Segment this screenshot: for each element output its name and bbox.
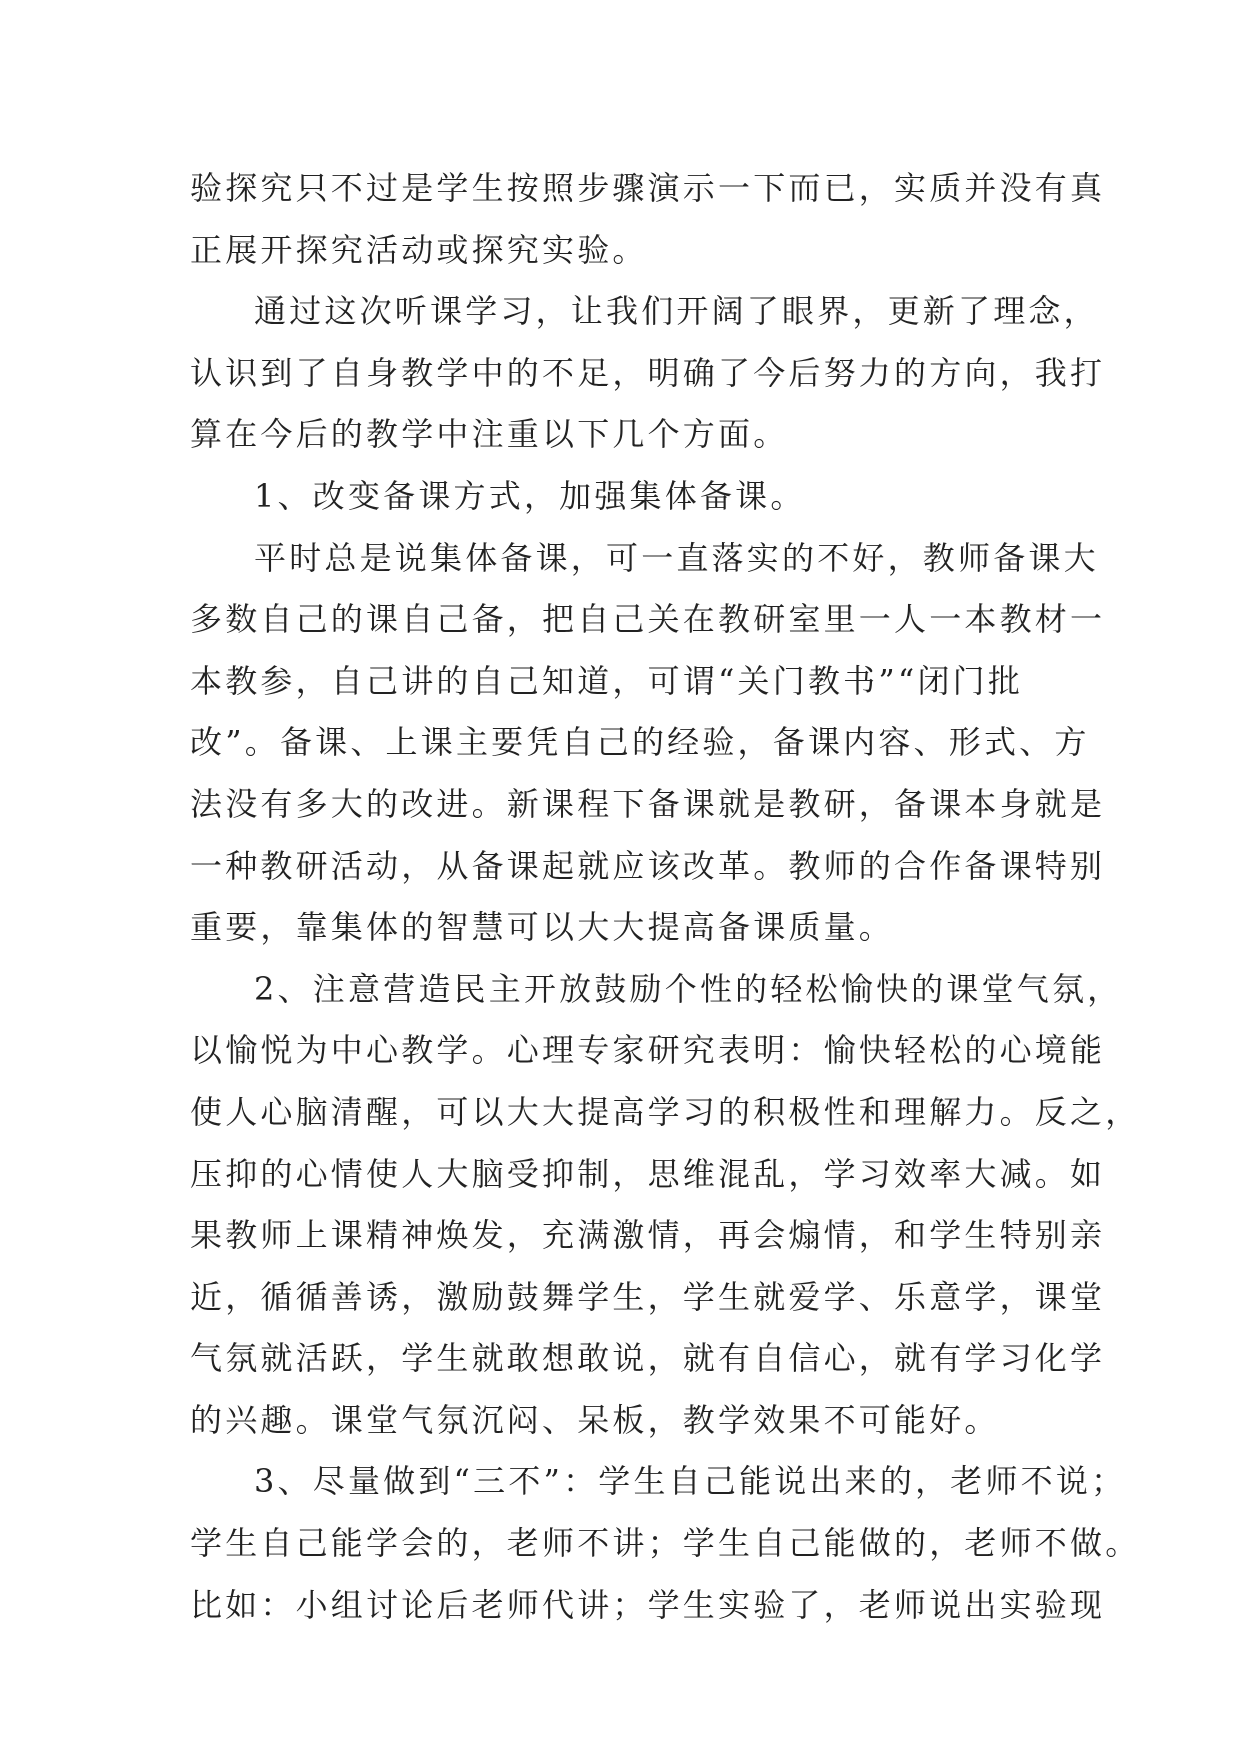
text-line: 气氛就活跃，学生就敢想敢说，就有自信心，就有学习化学 <box>190 1339 1106 1378</box>
text-line: 算在今后的教学中注重以下几个方面。 <box>190 415 789 454</box>
text-line: 的兴趣。课堂气氛沉闷、呆板，教学效果不可能好。 <box>190 1400 1000 1439</box>
text-line: 法没有多大的改进。新课程下备课就是教研，备课本身就是 <box>190 784 1106 823</box>
paragraph-6 <box>190 1451 1141 1636</box>
text-line: 重要，靠集体的智慧可以大大提高备课质量。 <box>190 908 895 947</box>
text-line: 正展开探究活动或探究实验。 <box>190 230 648 269</box>
text-line: 本教参，自己讲的自己知道，可谓“关门教书”“闭门批 <box>190 661 1024 700</box>
text-line: 学生自己能学会的，老师不讲；学生自己能做的，老师不做。 <box>190 1524 1141 1563</box>
paragraph-3-heading <box>190 466 1070 528</box>
text-line: 以愉悦为中心教学。心理专家研究表明：愉快轻松的心境能 <box>190 1031 1106 1070</box>
text-line: 使人心脑清醒，可以大大提高学习的积极性和理解力。反之， <box>190 1092 1141 1131</box>
text-line: 压抑的心情使人大脑受抑制，思维混乱，学习效率大减。如 <box>190 1154 1106 1193</box>
paragraph-4 <box>190 528 1106 959</box>
text-line: 近，循循善诱，激励鼓舞学生，学生就爱学、乐意学，课堂 <box>190 1277 1106 1316</box>
text-line: 果教师上课精神焕发，充满激情，再会煽情，和学生特别亲 <box>190 1216 1106 1255</box>
text-line: 1、改变备课方式，加强集体备课。 <box>254 476 806 515</box>
text-line: 比如：小组讨论后老师代讲；学生实验了，老师说出实验现 <box>190 1585 1106 1624</box>
text-line: 2、注意营造民主开放鼓励个性的轻松愉快的课堂气氛， <box>254 969 1123 1008</box>
text-line: 通过这次听课学习，让我们开阔了眼界，更新了理念， <box>254 292 1099 331</box>
text-line: 3、尽量做到“三不”：学生自己能说出来的，老师不说； <box>254 1462 1127 1501</box>
paragraph-5 <box>190 959 1141 1452</box>
text-line: 验探究只不过是学生按照步骤演示一下而已，实质并没有真 <box>190 169 1106 207</box>
text-line: 改”。备课、上课主要凭自己的经验，备课内容、形式、方 <box>190 723 1090 762</box>
text-line: 认识到了自身教学中的不足，明确了今后努力的方向，我打 <box>190 353 1106 392</box>
paragraph-2 <box>190 281 1106 466</box>
text-line: 多数自己的课自己备，把自己关在教研室里一人一本教材一 <box>190 600 1106 639</box>
document-body <box>190 158 1141 1636</box>
text-line: 一种教研活动，从备课起就应该改革。教师的合作备课特别 <box>190 846 1106 885</box>
text-line: 平时总是说集体备课，可一直落实的不好，教师备课大 <box>254 538 1099 577</box>
paragraph-1 <box>190 158 1106 281</box>
